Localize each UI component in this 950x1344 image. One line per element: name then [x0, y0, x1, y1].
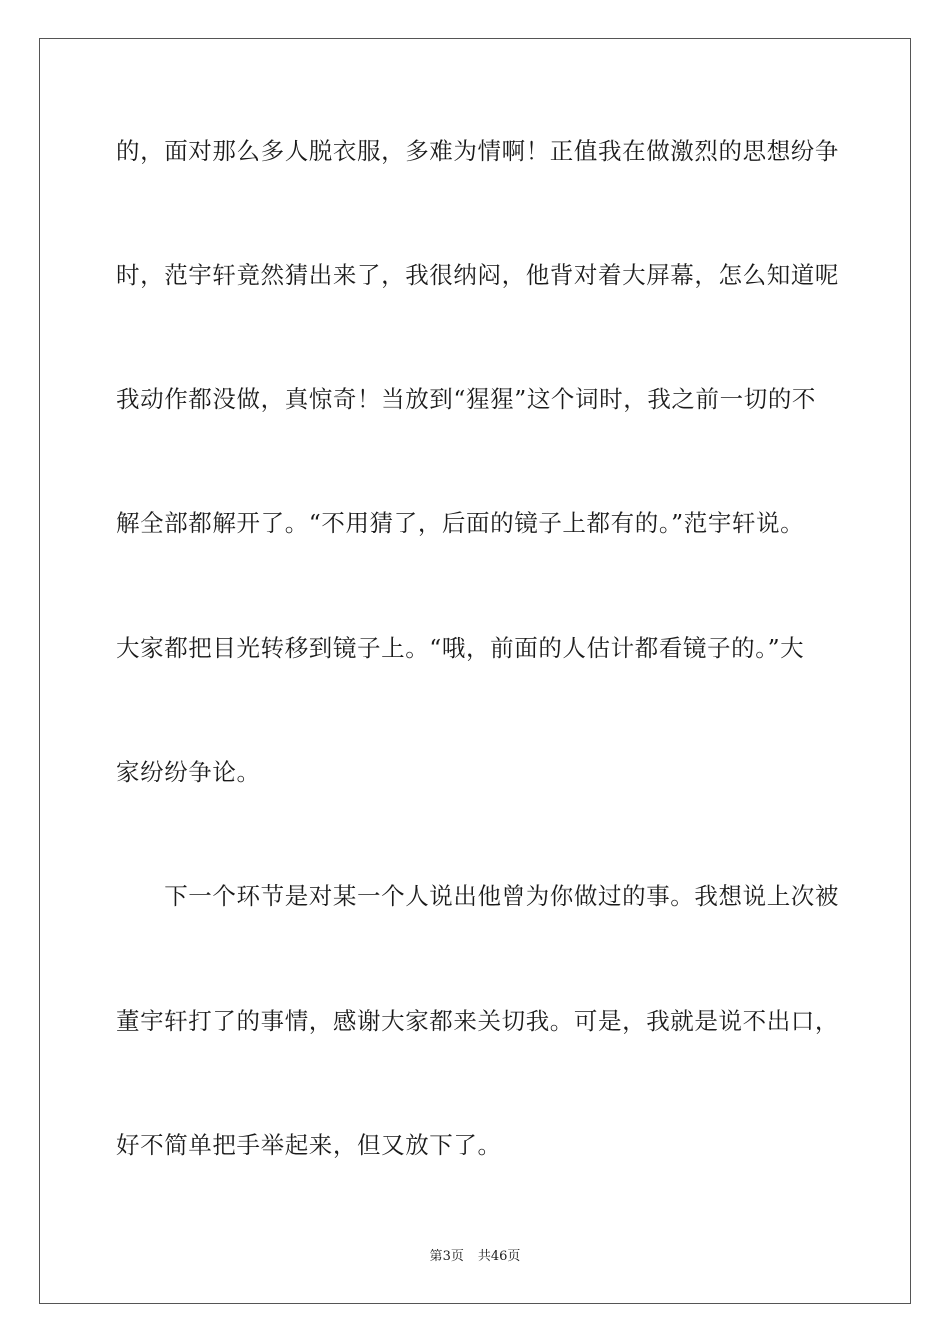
total-suffix: 页: [507, 1249, 521, 1264]
body-text-line: 家纷纷争论。: [116, 758, 261, 786]
page-suffix: 页: [450, 1249, 464, 1264]
total-label: 共: [477, 1249, 491, 1264]
total-pages: 46: [490, 1249, 508, 1264]
page-number: 3: [442, 1249, 451, 1264]
page-frame: [39, 38, 911, 1304]
page-footer: [0, 1249, 950, 1265]
body-text-line: 时，范宇轩竟然猜出来了，我很纳闷，他背对着大屏幕，怎么知道呢: [116, 261, 839, 289]
page-label: 第: [429, 1249, 443, 1264]
body-text-line: 下一个环节是对某一个人说出他曾为你做过的事。我想说上次被: [116, 882, 839, 910]
body-text-line: 我动作都没做，真惊奇！当放到“猩猩”这个词时，我之前一切的不: [116, 385, 817, 413]
body-text-line: 董宇轩打了的事情，感谢大家都来关切我。可是，我就是说不出口，: [116, 1007, 839, 1035]
body-text-line: 好不简单把手举起来，但又放下了。: [116, 1131, 502, 1159]
body-text-line: 的，面对那么多人脱衣服，多难为情啊！正值我在做激烈的思想纷争: [116, 137, 839, 165]
body-text-line: 解全部都解开了。“不用猜了，后面的镜子上都有的。”范宇轩说。: [116, 509, 805, 537]
body-text-line: 大家都把目光转移到镜子上。“哦，前面的人估计都看镜子的。”大: [116, 634, 805, 662]
